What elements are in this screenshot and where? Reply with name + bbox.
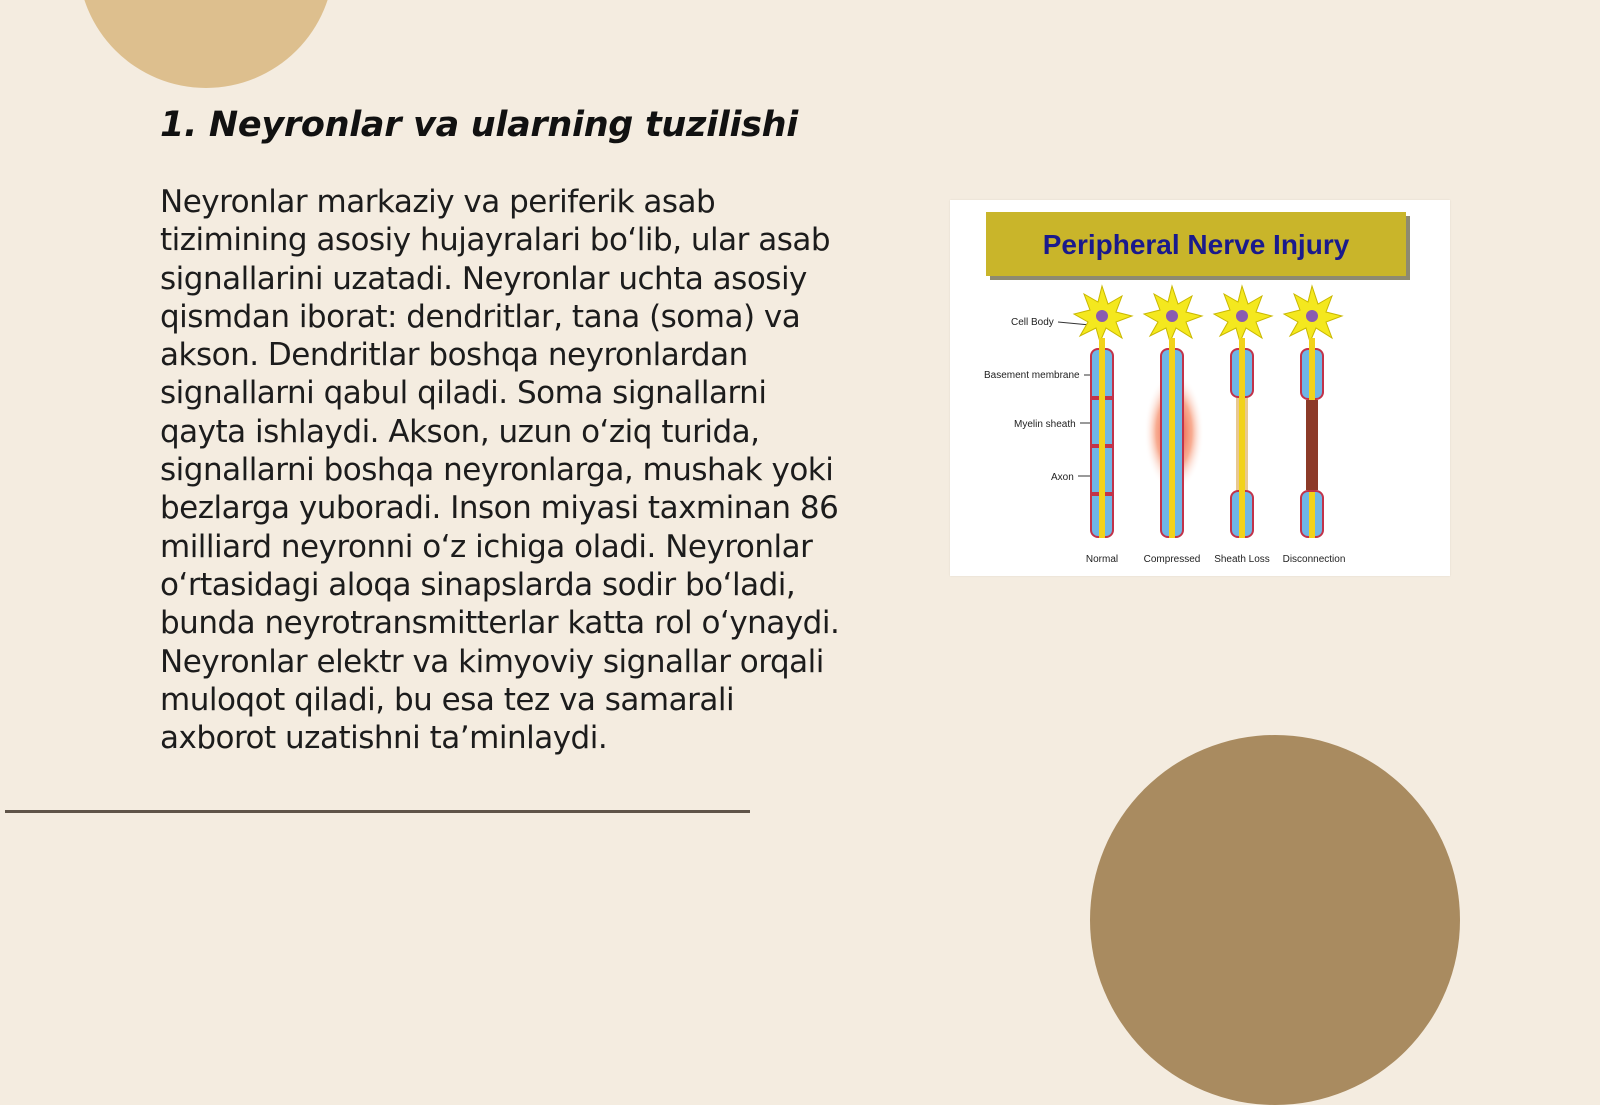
label-myelin-sheath: Myelin sheath <box>1014 419 1076 430</box>
label-basement-membrane: Basement membrane <box>984 370 1080 381</box>
slide-body-text: Neyronlar markaziy va periferik asab tizimining asosiy hujayralari bo‘lib, ular asab signallarini uzatadi. Neyronlar uchta asosiy qismdan iborat: dendritlar, tana (soma) va akson. Dendritlar boshqa neyronlardan signallarni qabul qiladi. Soma signallarni qayta ishlaydi. Akson, uzun o‘ziq turida, signallarni boshqa neyronlarga, mushak yoki bezlarga yuboradi. Inson miyasi taxminan 86 milliard neyronni o‘z ichiga oladi. Neyronlar o‘rtasidagi aloqa sinapslarda sodir bo‘ladi, bunda neyrotransmitterlar katta rol o‘ynaydi. Neyronlar elektr va kimyoviy signallar orqali muloqot qiladi, bu esa tez va samarali axborot uzatishni ta’minlaydi. <box>160 184 840 757</box>
neuron-compressed <box>1144 286 1204 538</box>
label-axon: Axon <box>1051 472 1074 483</box>
slide-title: 1. Neyronlar va ularning tuzilishi <box>160 105 799 145</box>
column-label-disconnection: Disconnection <box>1282 554 1346 565</box>
neuron-disconnection <box>1284 286 1342 538</box>
column-label-sheath-loss: Sheath Loss <box>1214 554 1270 565</box>
divider-line <box>5 810 750 813</box>
neuron-normal <box>1074 286 1132 538</box>
figure-title: Peripheral Nerve Injury <box>1042 229 1350 260</box>
column-label-normal: Normal <box>1085 554 1119 565</box>
neuron-sheath-loss <box>1214 286 1272 538</box>
column-label-compressed: Compressed <box>1143 554 1201 565</box>
label-cell-body: Cell Body <box>1011 317 1054 328</box>
nerve-injury-figure <box>950 200 1450 576</box>
nerve-injury-diagram <box>950 200 1450 576</box>
decorative-circle-bottom <box>1090 735 1460 1105</box>
decorative-circle-top <box>78 0 334 88</box>
